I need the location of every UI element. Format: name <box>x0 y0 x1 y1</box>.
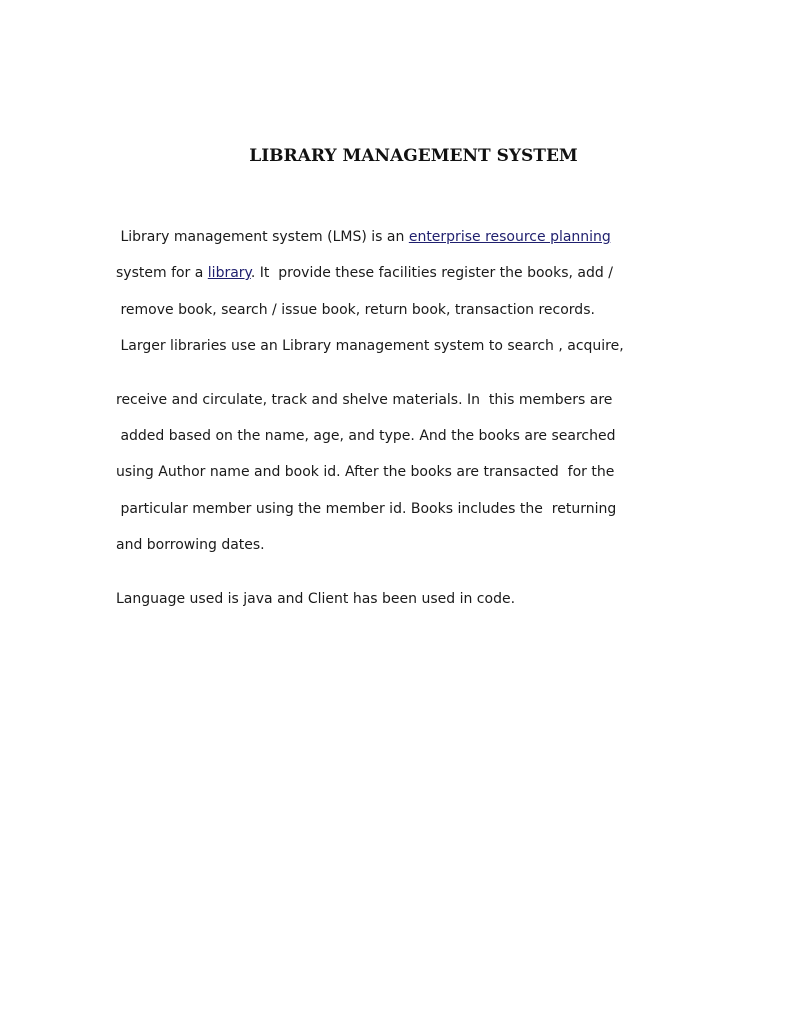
paragraph-1-line-1 <box>116 228 676 246</box>
paragraph-2-line-6: and borrowing dates. <box>116 537 265 553</box>
paragraph-3-line-1: Language used is java and Client has been used in code. <box>116 591 516 607</box>
paragraph-1-line-2 <box>116 264 676 282</box>
enterprise-resource-planning-link[interactable]: enterprise resource planning <box>408 229 611 245</box>
text-segment: system for a <box>116 265 208 281</box>
paragraph-1-line-3: remove book, search / issue book, return book, transaction records. <box>116 302 595 318</box>
paragraph-2-line-1: Larger libraries use an Library management system to search , acquire, <box>116 338 624 354</box>
paragraph-2-line-4: using Author name and book id. After the books are transacted for the <box>116 464 615 480</box>
paragraph-2-line-3: added based on the name, age, and type. And the books are searched <box>116 428 616 444</box>
text-segment: . It provide these facilities register the books, add / <box>250 265 613 281</box>
paragraph-2-line-2: receive and circulate, track and shelve materials. In this members are <box>116 392 613 408</box>
paragraph-2-line-5: particular member using the member id. Books includes the returning <box>116 501 617 517</box>
library-link[interactable]: library <box>207 265 251 281</box>
page-title: LIBRARY MANAGEMENT SYSTEM <box>249 146 578 166</box>
text-segment: Library management system (LMS) is an <box>116 229 409 245</box>
